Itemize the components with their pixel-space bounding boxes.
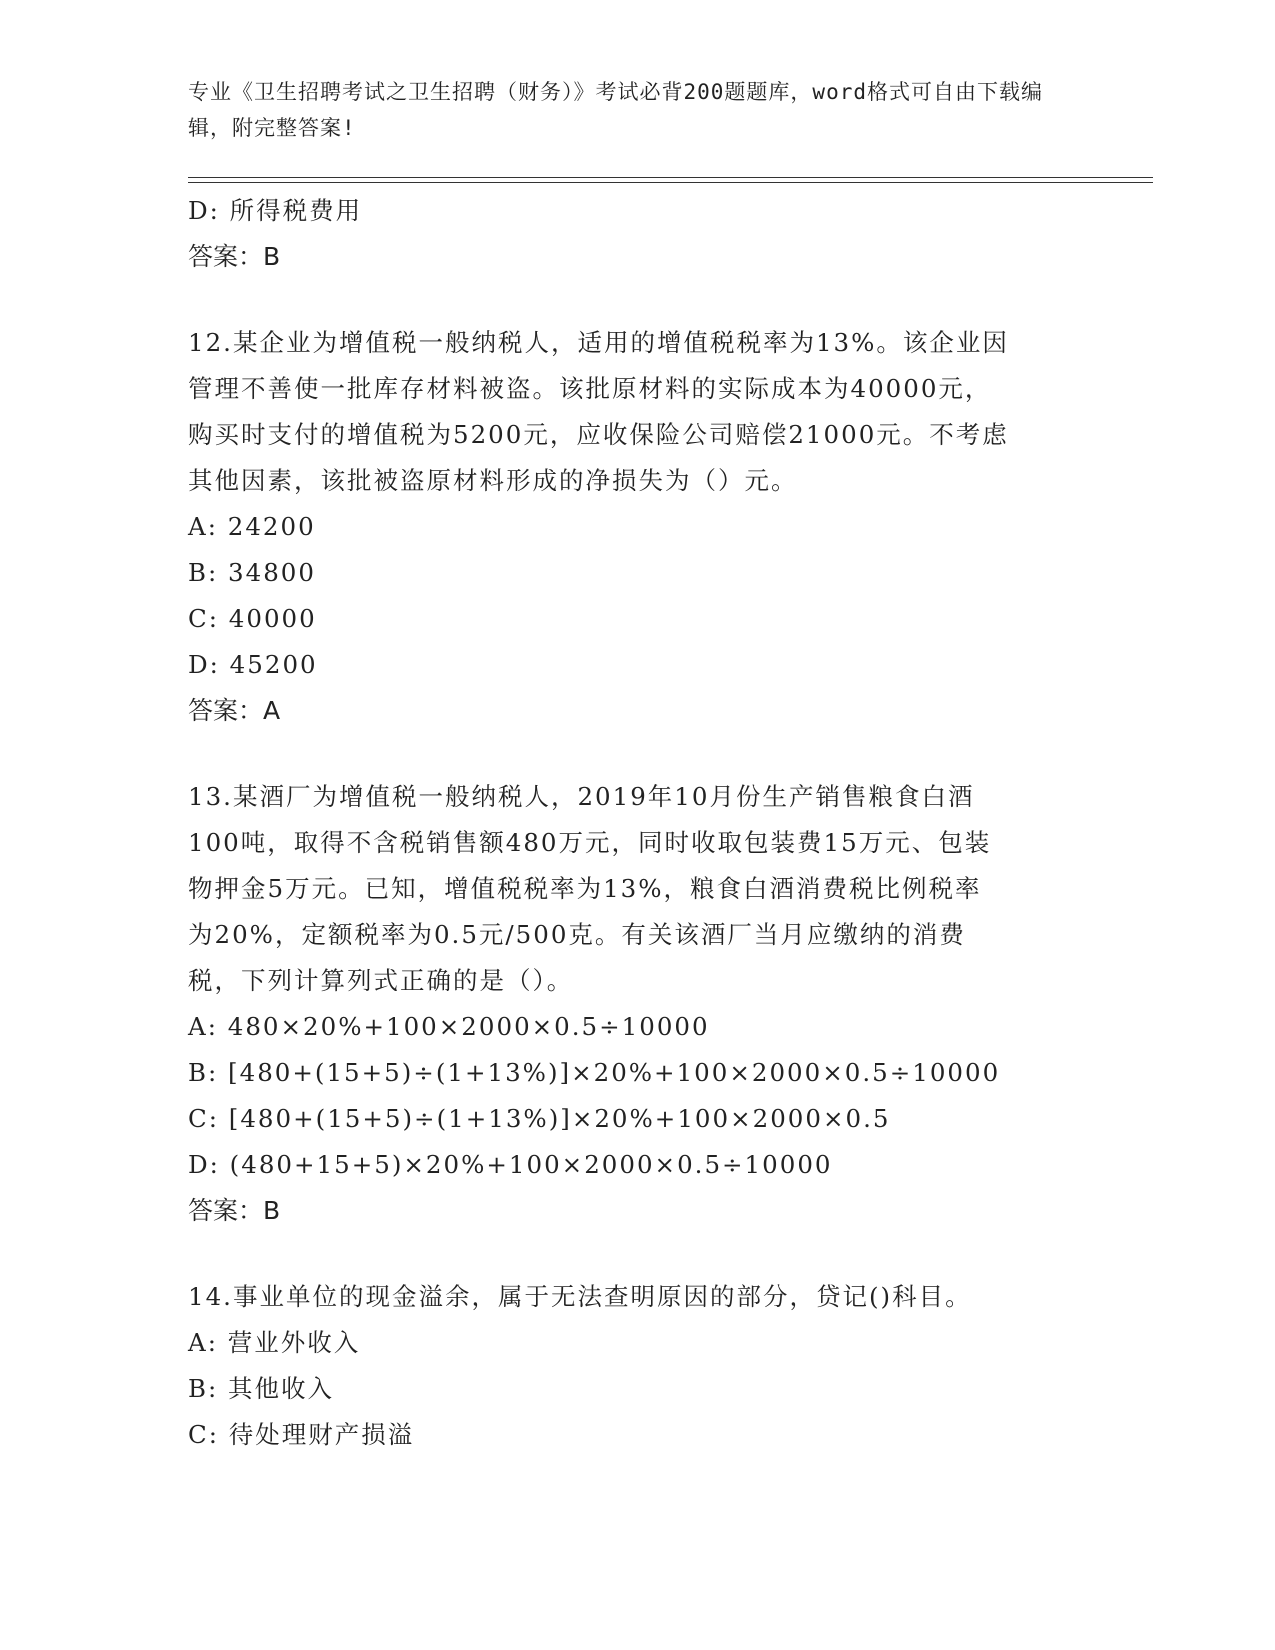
question-12-line: 12.某企业为增值税一般纳税人，适用的增值税税率为13%。该企业因 [188, 328, 1009, 357]
question-12-answer: 答案：A [188, 696, 281, 725]
question-12-option-c: C: 40000 [188, 604, 317, 633]
question-13-option-d: D: (480+15+5)×20%+100×2000×0.5÷10000 [188, 1150, 833, 1179]
question-14-line: 14.事业单位的现金溢余，属于无法查明原因的部分，贷记()科目。 [188, 1282, 972, 1311]
question-13-line: 税，下列计算列式正确的是（）。 [188, 966, 574, 995]
question-14-option-c: C: 待处理财产损溢 [188, 1420, 415, 1449]
question-13 [188, 774, 1088, 1234]
prev-option-d: D: 所得税费用 [188, 196, 363, 225]
document-header: 专业《卫生招聘考试之卫生招聘（财务）》考试必背200题题库，word格式可自由下载编辑，附完整答案! [188, 80, 1043, 140]
question-14-option-a: A: 营业外收入 [188, 1328, 361, 1357]
question-12-line: 其他因素，该批被盗原材料形成的净损失为（）元。 [188, 466, 798, 495]
question-12-option-a: A: 24200 [188, 512, 316, 541]
question-13-line: 100吨，取得不含税销售额480万元，同时收取包装费15万元、包装 [188, 828, 992, 857]
question-13-line: 物押金5万元。已知，增值税税率为13%，粮食白酒消费税比例税率 [188, 874, 982, 903]
spacer [188, 734, 1088, 774]
question-12-line: 管理不善使一批库存材料被盗。该批原材料的实际成本为40000元， [188, 374, 992, 403]
question-14-option-b: B: 其他收入 [188, 1374, 335, 1403]
prev-answer: 答案：B [188, 242, 281, 271]
question-12-line: 购买时支付的增值税为5200元，应收保险公司赔偿21000元。不考虑 [188, 420, 1009, 449]
question-content [188, 188, 1088, 1458]
question-12-option-d: D: 45200 [188, 650, 318, 679]
question-12 [188, 320, 1088, 734]
question-13-line: 为20%，定额税率为0.5元/500克。有关该酒厂当月应缴纳的消费 [188, 920, 966, 949]
question-12-option-b: B: 34800 [188, 558, 316, 587]
question-13-answer: 答案：B [188, 1196, 281, 1225]
spacer [188, 1234, 1088, 1274]
question-13-option-c: C: [480+(15+5)÷(1+13%)]×20%+100×2000×0.5 [188, 1104, 891, 1133]
header-divider-bottom [188, 182, 1153, 183]
question-14 [188, 1274, 1088, 1458]
header-divider-top [188, 177, 1153, 178]
question-13-option-a: A: 480×20%+100×2000×0.5÷10000 [188, 1012, 710, 1041]
question-13-line: 13.某酒厂为增值税一般纳税人，2019年10月份生产销售粮食白酒 [188, 782, 975, 811]
question-13-option-b: B: [480+(15+5)÷(1+13%)]×20%+100×2000×0.5÷10000 [188, 1058, 1001, 1087]
spacer [188, 280, 1088, 320]
